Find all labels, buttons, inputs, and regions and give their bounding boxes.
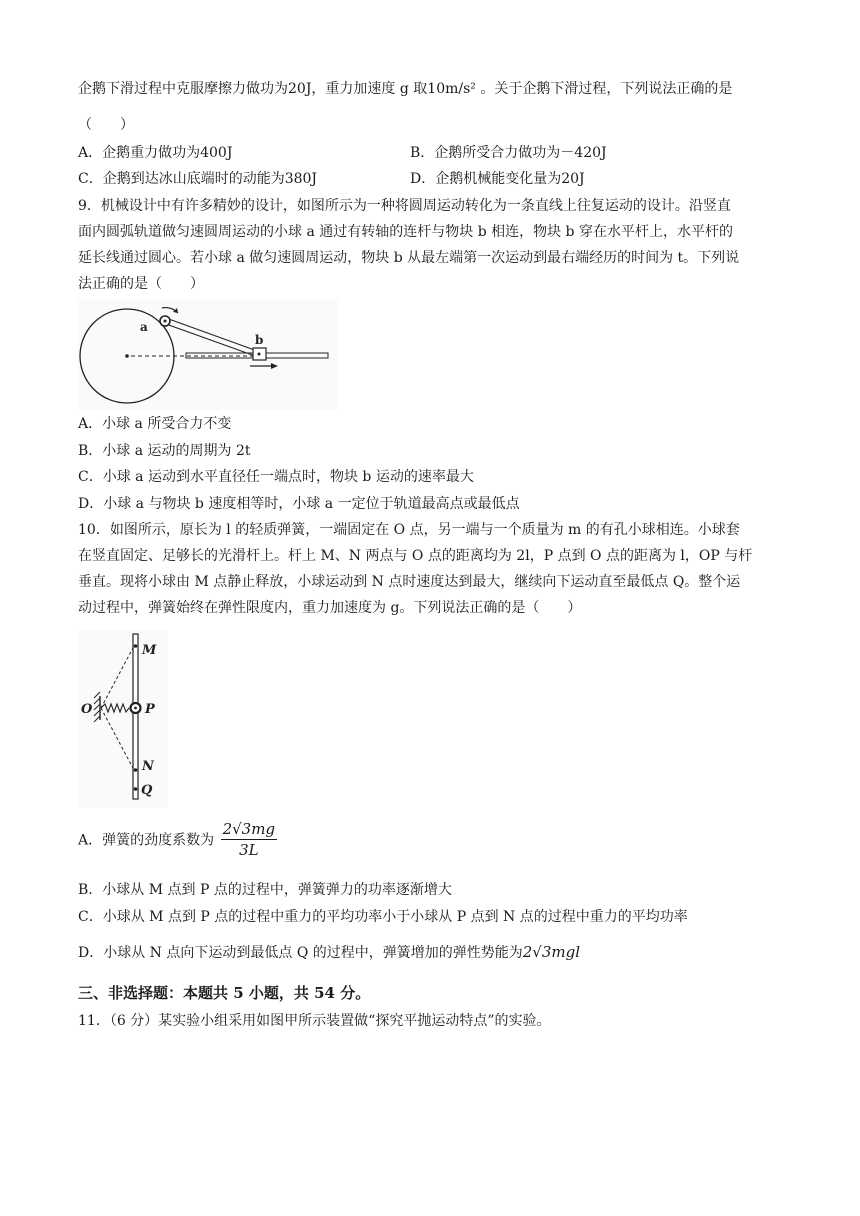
q8-option-a: A．企鹅重力做功为400J (78, 145, 233, 161)
q10-stem-line-2: 在竖直固定、足够长的光滑杆上。杆上 M、N 两点与 O 点的距离均为 2l，P 点到 O 点的距离为 l，OP 与杆 (78, 548, 753, 564)
q8-option-b: B．企鹅所受合力做功为－420J (410, 145, 607, 161)
q10-fig-label-q: Q (141, 783, 153, 798)
q10-option-a-denominator: 3L (239, 841, 259, 859)
q10-option-d-expression: 2√3mgl (522, 943, 581, 961)
q9-stem-line-1: 9．机械设计中有许多精妙的设计，如图所示为一种将圆周运动转化为一条直线上往复运动的设计。沿竖直 (78, 198, 731, 214)
q10-stem-line-1: 10．如图所示，原长为 l 的轻质弹簧，一端固定在 O 点，另一端与一个质量为 m 的有孔小球相连。小球套 (78, 522, 740, 538)
q9-figure-crank-mechanism (78, 300, 338, 410)
q9-stem-line-2: 面内圆弧轨道做匀速圆周运动的小球 a 通过有转轴的连杆与物块 b 相连，物块 b 穿在水平杆上，水平杆的 (78, 224, 733, 240)
q10-figure-spring-rod (78, 630, 168, 808)
q9-option-d: D．小球 a 与物块 b 速度相等时，小球 a 一定位于轨道最高点或最低点 (78, 496, 520, 512)
q10-option-c: C．小球从 M 点到 P 点的过程中重力的平均功率小于小球从 P 点到 N 点的过程中重力的平均功率 (78, 909, 688, 925)
q10-fig-label-p: P (145, 702, 155, 717)
q9-stem-line-4: 法正确的是（ ） (78, 276, 204, 292)
q10-option-a-numerator: 2√3mg (222, 820, 276, 838)
q11-stem-line: 11．（6 分）某实验小组采用如图甲所示装置做“探究平抛运动特点”的实验。 (78, 1013, 551, 1029)
q9-fig-label-a: a (140, 320, 148, 334)
q10-option-a-fraction (221, 820, 277, 859)
q8-option-d: D．企鹅机械能变化量为20J (410, 171, 585, 187)
q9-stem-line-3: 延长线通过圆心。若小球 a 做匀速圆周运动，物块 b 从最左端第一次运动到最右端经历的时间为 t。下列说 (78, 250, 740, 266)
q10-stem-line-3: 垂直。现将小球由 M 点静止释放，小球运动到 N 点时速度达到最大，继续向下运动直至最低点 Q。整个运 (78, 574, 741, 590)
section-3-heading: 三、非选择题：本题共 5 小题，共 54 分。 (78, 984, 371, 1002)
q10-fig-label-n: N (142, 759, 154, 774)
q9-option-a: A．小球 a 所受合力不变 (78, 416, 232, 432)
q10-stem-line-4: 动过程中，弹簧始终在弹性限度内，重力加速度为 g。下列说法正确的是（ ） (78, 600, 582, 616)
q10-option-a (78, 820, 277, 859)
q10-option-d (78, 942, 580, 963)
q10-option-b: B．小球从 M 点到 P 点的过程中，弹簧弹力的功率逐渐增大 (78, 882, 452, 898)
q8-stem-line: 企鹅下滑过程中克服摩擦力做功为20J，重力加速度 g 取10m/s² 。关于企鹅下滑过程，下列说法正确的是 (78, 81, 733, 97)
q9-fig-label-b: b (255, 333, 264, 347)
q10-fig-label-m: M (142, 643, 157, 658)
q8-answer-paren: （ ） (78, 117, 134, 133)
q10-option-d-prefix: D．小球从 N 点向下运动到最低点 Q 的过程中，弹簧增加的弹性势能为 (78, 945, 523, 961)
q10-fig-label-o: O (81, 702, 93, 717)
q10-option-a-prefix: A．弹簧的劲度系数为 (78, 832, 215, 849)
q8-option-c: C．企鹅到达冰山底端时的动能为380J (78, 171, 318, 187)
q9-option-c: C．小球 a 运动到水平直径任一端点时，物块 b 运动的速率最大 (78, 469, 474, 485)
q9-option-b: B．小球 a 运动的周期为 2t (78, 443, 251, 459)
